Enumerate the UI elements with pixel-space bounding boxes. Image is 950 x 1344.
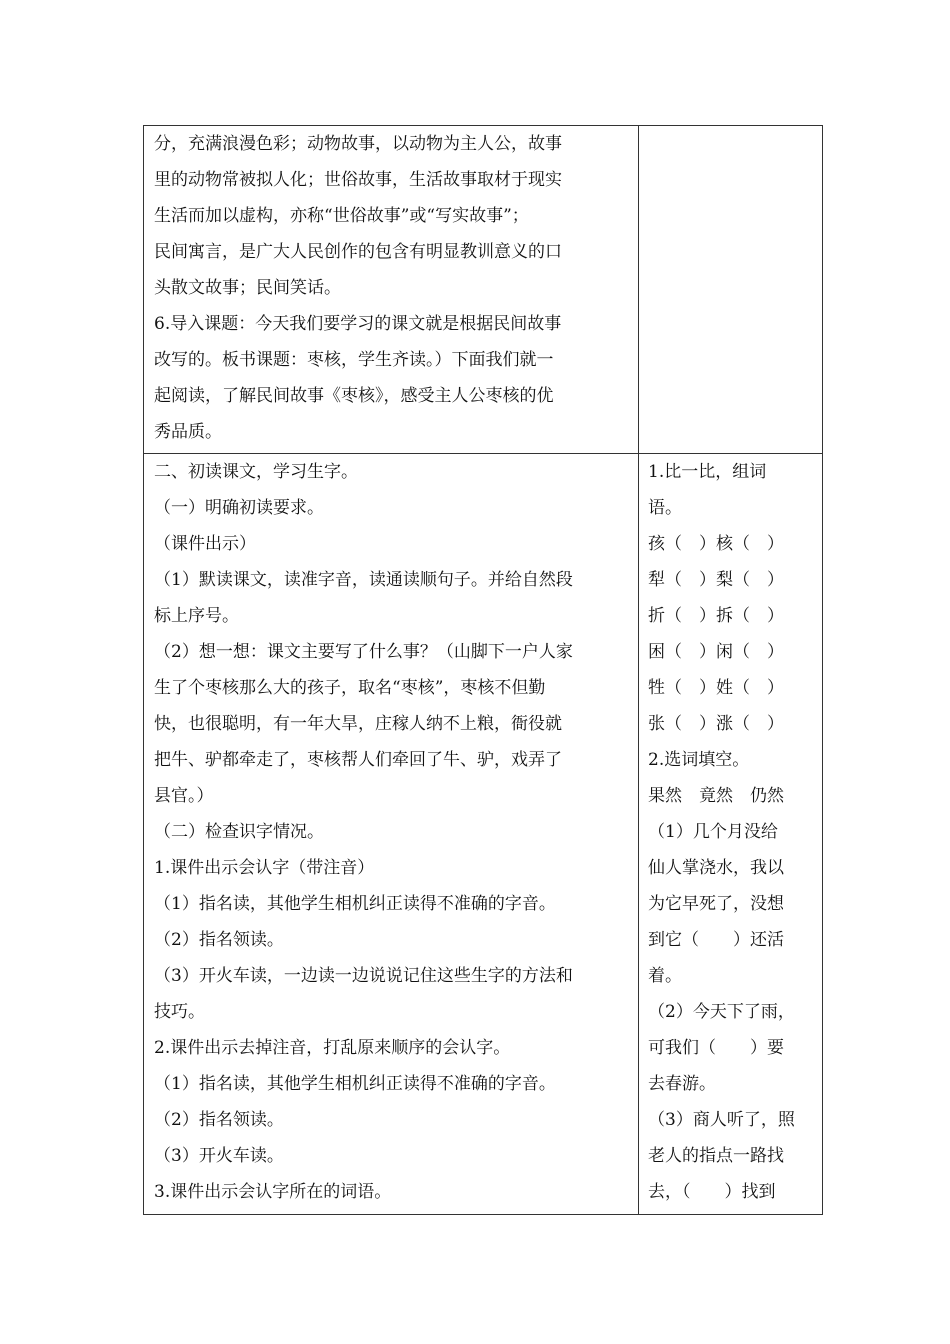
teaching-process-cell [144,126,639,454]
text-line: 3.课件出示会认字所在的词语。 [154,1182,392,1202]
text-line: 牲（ ）姓（ ） [648,678,784,698]
text-line: 到它（ ）还活 [648,930,784,950]
text-line: 分，充满浪漫色彩；动物故事，以动物为主人公，故事 [154,134,562,154]
text-line: 老人的指点一路找 [648,1146,784,1166]
text-line: （1）几个月没给 [648,822,778,842]
text-line: 困（ ）闲（ ） [648,642,784,662]
text-line: 为它早死了，没想 [648,894,784,914]
text-line: 犁（ ）梨（ ） [648,570,784,590]
text-line: 头散文故事；民间笑话。 [154,278,341,298]
text-line: 技巧。 [154,1002,205,1022]
text-line: 孩（ ）核（ ） [648,534,784,554]
cell-content [639,454,822,1210]
text-line: 折（ ）拆（ ） [648,606,784,626]
text-line: （2）指名领读。 [154,930,284,950]
text-line: （课件出示） [154,534,256,554]
text-line: （1）指名读，其他学生相机纠正读得不准确的字音。 [154,1074,556,1094]
text-line: 里的动物常被拟人化；世俗故事，生活故事取材于现实 [154,170,562,190]
text-line: （二）检查识字情况。 [154,822,324,842]
text-line: 二、初读课文，学习生字。 [154,462,358,482]
text-line: 果然 竟然 仍然 [648,786,784,806]
text-line: 1.课件出示会认字（带注音） [154,858,375,878]
text-line: （一）明确初读要求。 [154,498,324,518]
cell-content [144,454,638,1210]
text-line: 2.选词填空。 [648,750,750,770]
text-line: 快，也很聪明，有一年大旱，庄稼人纳不上粮，衙役就 [154,714,562,734]
text-line: 改写的。板书课题：枣核，学生齐读。）下面我们就一 [154,350,554,370]
teaching-process-cell [144,454,639,1215]
text-line: （2）想一想：课文主要写了什么事？（山脚下一户人家 [154,642,573,662]
text-line: 标上序号。 [154,606,239,626]
text-line: （3）开火车读，一边读一边说说记住这些生字的方法和 [154,966,573,986]
exercise-cell [639,126,823,454]
text-line: 民间寓言，是广大人民创作的包含有明显教训意义的口 [154,242,562,262]
text-line: 去，（ ）找到 [648,1182,776,1202]
text-line: 1.比一比，组词 [648,462,767,482]
text-line: 仙人掌浇水，我以 [648,858,784,878]
text-line: 县官。） [154,786,214,806]
lesson-plan-table [143,125,823,1215]
text-line: （2）今天下了雨， [648,1002,795,1022]
exercise-cell [639,454,823,1215]
table-row [144,126,823,454]
text-line: （3）商人听了，照 [648,1110,795,1130]
text-line: （1）指名读，其他学生相机纠正读得不准确的字音。 [154,894,556,914]
text-line: 2.课件出示去掉注音，打乱原来顺序的会认字。 [154,1038,511,1058]
text-line: 去春游。 [648,1074,716,1094]
text-line: 6.导入课题：今天我们要学习的课文就是根据民间故事 [154,314,562,334]
cell-content [144,126,638,450]
text-line: 生了个枣核那么大的孩子，取名“枣核”，枣核不但勤 [154,678,546,698]
text-line: （1）默读课文，读准字音，读通读顺句子。并给自然段 [154,570,573,590]
table-row [144,454,823,1215]
text-line: 秀品质。 [154,422,222,442]
text-line: 起阅读，了解民间故事《枣核》，感受主人公枣核的优 [154,386,554,406]
text-line: 把牛、驴都牵走了，枣核帮人们牵回了牛、驴，戏弄了 [154,750,562,770]
text-line: 可我们（ ）要 [648,1038,784,1058]
text-line: 生活而加以虚构，亦称“世俗故事”或“写实故事”； [154,206,529,226]
text-line: （3）开火车读。 [154,1146,284,1166]
text-line: 张（ ）涨（ ） [648,714,784,734]
text-line: （2）指名领读。 [154,1110,284,1130]
text-line: 着。 [648,966,682,986]
text-line: 语。 [648,498,682,518]
